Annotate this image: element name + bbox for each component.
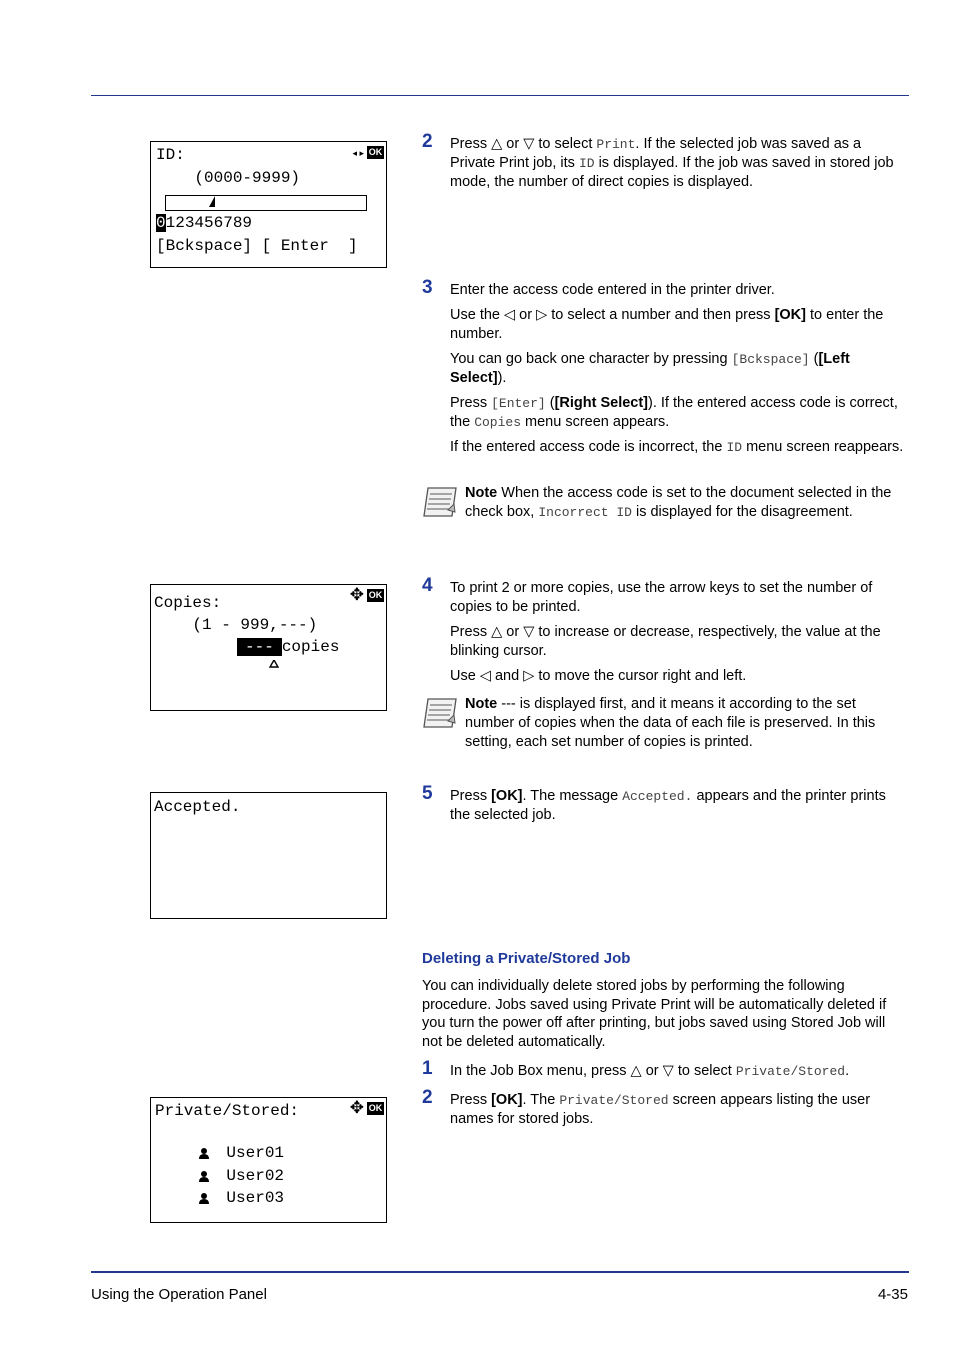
id-entry-box — [165, 195, 367, 211]
ok-icon: OK — [368, 147, 383, 157]
step-2-select-print — [422, 131, 908, 198]
step-text: You can go back one character by pressing [Bckspace] ([Left Select]). — [450, 351, 850, 386]
step-text: Use the ◁ or ▷ to select a number and then press [OK] to enter the number. — [450, 307, 884, 342]
lcd-line-range: (0000-9999) — [156, 169, 301, 187]
footer-title: Using the Operation Panel — [91, 1286, 267, 1303]
step-text: If the entered access code is incorrect, the ID menu screen reappears. — [450, 439, 904, 455]
left-right-arrows-icon: ◂ ▸ — [352, 148, 364, 158]
lcd-id-screen — [150, 141, 387, 268]
copies-unit: copies — [281, 638, 340, 656]
user-name: User02 — [226, 1167, 285, 1185]
ok-icon: OK — [368, 1103, 383, 1113]
step-3-access-code — [422, 277, 908, 463]
delete-step-2 — [422, 1087, 908, 1135]
section-intro: You can individually delete stored jobs by performing the following procedure. Jobs saved using Private Print will be automatically deleted if you turn the power off after printing, but jobs saved using Stored Job will not be deleted automatically. — [422, 978, 887, 1050]
step-text: Press [OK]. The message Accepted. appears and the printer prints the selected job. — [450, 788, 886, 823]
step-text: Press [Enter] ([Right Select]). If the entered access code is correct, the Copies menu screen appears. — [450, 395, 898, 430]
step-number: 1 — [422, 1058, 433, 1079]
delete-step-1 — [422, 1058, 908, 1087]
lcd-line-copies-range: (1 - 999,---) — [154, 616, 318, 634]
lcd-digits: 123456789 — [165, 214, 253, 232]
section-heading: Deleting a Private/Stored Job — [422, 950, 631, 967]
step-text: Use ◁ and ▷ to move the cursor right and left. — [450, 668, 747, 684]
step-text: To print 2 or more copies, use the arrow keys to set the number of copies to be printed. — [450, 580, 873, 615]
step-number: 4 — [422, 575, 433, 596]
lcd-line-digits — [156, 213, 252, 233]
lcd-line-copies: Copies: — [154, 594, 222, 612]
step-text: Press △ or ▽ to increase or decrease, respectively, the value at the blinking cursor. — [450, 624, 881, 659]
step-4-copies — [422, 575, 908, 692]
user-icon — [198, 1192, 210, 1204]
four-way-arrows-icon: ✥ — [349, 585, 364, 604]
copies-value: --- — [237, 638, 282, 656]
step-number: 5 — [422, 783, 433, 804]
step-text: Press △ or ▽ to select Print. If the selected job was saved as a Private Print job, its ID is displayed. If the job was saved in stored job mode, the number of direct copies is displayed. — [450, 136, 894, 190]
note-pad-icon — [422, 486, 458, 518]
lcd-line-private-stored: Private/Stored: — [155, 1102, 300, 1120]
note-text: Note When the access code is set to the document selected in the check box, Incorrect ID is displayed for the disagreement. — [465, 485, 892, 520]
step-text: Enter the access code entered in the printer driver. — [450, 282, 775, 298]
step-5-accepted — [422, 783, 908, 831]
step-text: In the Job Box menu, press △ or ▽ to select Private/Stored. — [450, 1063, 850, 1079]
user-name: User01 — [226, 1144, 285, 1162]
step-number: 2 — [422, 131, 433, 152]
note-incorrect-id — [422, 484, 908, 522]
lcd-softkeys: [Bckspace] [ Enter ] — [156, 237, 358, 255]
lcd-user-row — [160, 1168, 284, 1228]
lcd-accepted-screen — [150, 792, 387, 919]
note-pad-icon — [422, 697, 458, 729]
up-cursor-icon — [269, 660, 279, 668]
cursor-pointer-icon — [208, 196, 218, 208]
top-rule — [91, 95, 909, 96]
user-name: User03 — [226, 1189, 285, 1207]
note-copies — [422, 695, 908, 752]
four-way-arrows-icon: ✥ — [349, 1098, 364, 1117]
note-text: Note --- is displayed first, and it means it according to the set number of copies when the data of each file is preserved. In this setting, each set number of copies is printed. — [465, 696, 876, 750]
lcd-cursor-char: 0 — [156, 214, 166, 232]
step-number: 3 — [422, 277, 433, 298]
lcd-line-id: ID: — [156, 146, 185, 164]
step-text: Press [OK]. The Private/Stored screen appears listing the user names for stored jobs. — [450, 1092, 871, 1127]
lcd-private-stored-screen — [150, 1097, 387, 1223]
lcd-copies-screen — [150, 584, 387, 711]
step-number: 2 — [422, 1087, 433, 1108]
lcd-line-copies-value — [237, 637, 339, 657]
bottom-rule — [91, 1271, 909, 1273]
ok-icon: OK — [368, 590, 383, 600]
lcd-line-accepted: Accepted. — [154, 798, 241, 816]
footer-page-number: 4-35 — [877, 1286, 908, 1303]
